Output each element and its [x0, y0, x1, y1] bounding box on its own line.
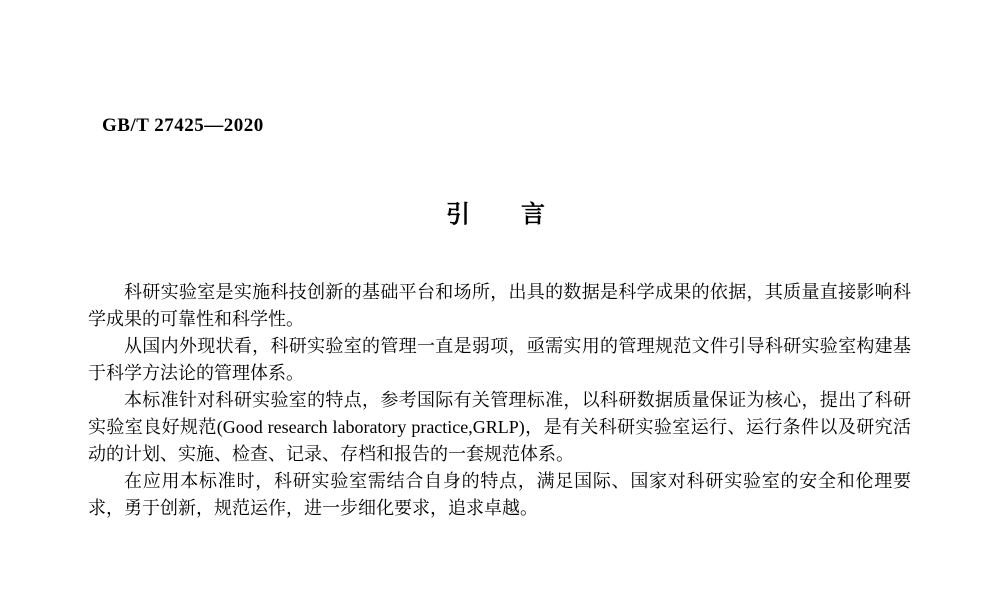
paragraph-4: 在应用本标准时，科研实验室需结合自身的特点，满足国际、国家对科研实验室的安全和伦理要求，勇于创新，规范运作，进一步细化要求，追求卓越。 — [88, 471, 911, 518]
paragraph-3: 本标准针对科研实验室的特点，参考国际有关管理标准，以科研数据质量保证为核心，提出了科研实验室良好规范(Good research laboratory practice,GRLP)，是有关科研实验室运行、运行条件以及研究活动的计划、实施、检查、记录、存档和报告的一套规范体系。 — [88, 390, 911, 464]
paragraph-1: 科研实验室是实施科技创新的基础平台和场所，出具的数据是科学成果的依据，其质量直接影响科学成果的可靠性和科学性。 — [88, 282, 911, 329]
document-body — [88, 279, 911, 522]
page-title: 引 言 — [446, 200, 546, 228]
paragraph-2: 从国内外现状看，科研实验室的管理一直是弱项，亟需实用的管理规范文件引导科研实验室构建基于科学方法论的管理体系。 — [88, 336, 911, 383]
standard-number: GB/T 27425—2020 — [102, 115, 264, 136]
